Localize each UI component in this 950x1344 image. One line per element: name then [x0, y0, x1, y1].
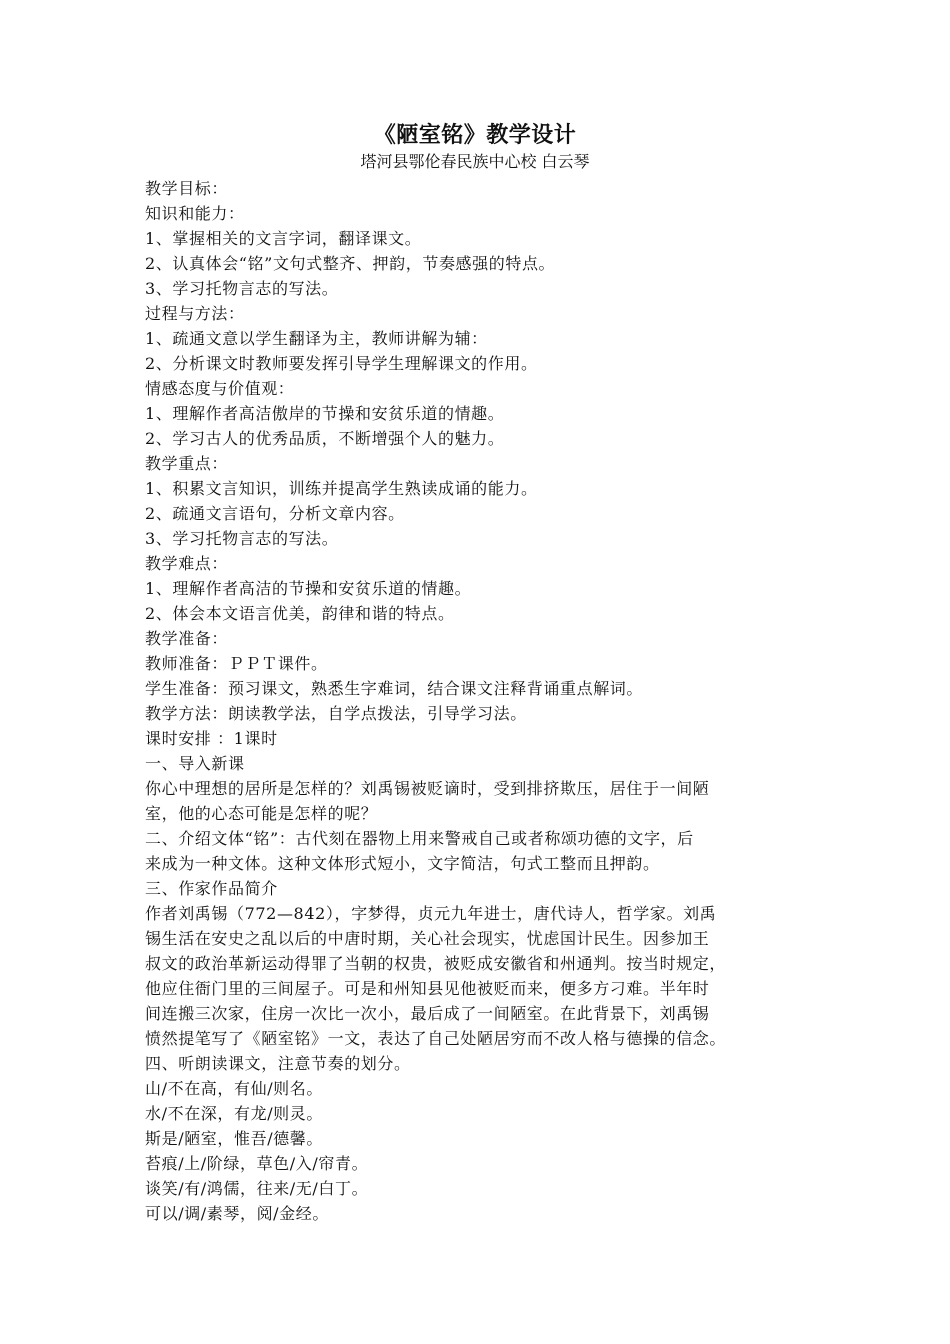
text-line: 教学难点： — [145, 554, 229, 573]
text-line: 二、介绍文体“铭”：古代刻在器物上用来警戒自己或者称颂功德的文字，后 — [145, 829, 694, 848]
text-line: 作者刘禹锡（772—842），字梦得，贞元九年进士，唐代诗人，哲学家。刘禹 — [145, 904, 717, 923]
text-line: 三、作家作品简介 — [145, 879, 278, 898]
text-line: 教学重点： — [145, 454, 229, 473]
text-line: 1、疏通文意以学生翻译为主，教师讲解为辅： — [145, 329, 488, 348]
text-line: 2、体会本文语言优美，韵律和谐的特点。 — [145, 604, 455, 623]
text-line: 3、学习托物言志的写法。 — [145, 279, 339, 298]
text-line: 课时安排 ：1课时 — [145, 729, 278, 748]
document-title: 《陋室铭》教学设计 — [373, 122, 577, 148]
text-line: 3、学习托物言志的写法。 — [145, 529, 339, 548]
text-line: 四、听朗读课文，注意节奏的划分。 — [145, 1054, 411, 1073]
text-line: 锡生活在安史之乱以后的中唐时期，关心社会现实，忧虑国计民生。因参加王 — [145, 929, 710, 948]
text-line: 谈笑/有/鸿儒，往来/无/白丁。 — [145, 1179, 369, 1198]
text-line: 水/不在深，有龙/则灵。 — [145, 1104, 323, 1123]
text-line: 知识和能力： — [145, 204, 245, 223]
text-line: 教师准备：ＰＰＴ课件。 — [145, 654, 328, 673]
text-line: 教学方法：朗读教学法，自学点拨法，引导学习法。 — [145, 704, 527, 723]
text-line: 2、分析课文时教师要发挥引导学生理解课文的作用。 — [145, 354, 538, 373]
text-line: 教学目标： — [145, 179, 229, 198]
text-line: 他应住衙门里的三间屋子。可是和州知县见他被贬而来，便多方刁难。半年时 — [145, 979, 710, 998]
text-line: 愤然提笔写了《陋室铭》一文，表达了自己处陋居穷而不改人格与德操的信念。 — [145, 1029, 727, 1048]
text-line: 情感态度与价值观： — [145, 379, 295, 398]
text-line: 过程与方法： — [145, 304, 245, 323]
text-line: 间连搬三次家，住房一次比一次小，最后成了一间陋室。在此背景下，刘禹锡 — [145, 1004, 710, 1023]
document-body — [145, 176, 815, 1226]
text-line: 1、掌握相关的文言字词，翻译课文。 — [145, 229, 422, 248]
text-line: 山/不在高，有仙/则名。 — [145, 1079, 323, 1098]
text-line: 学生准备：预习课文，熟悉生字难词，结合课文注释背诵重点解词。 — [145, 679, 644, 698]
text-line: 一、导入新课 — [145, 754, 245, 773]
text-line: 1、积累文言知识，训练并提高学生熟读成诵的能力。 — [145, 479, 538, 498]
text-line: 1、理解作者高洁傲岸的节操和安贫乐道的情趣。 — [145, 404, 505, 423]
text-line: 室，他的心态可能是怎样的呢？ — [145, 804, 378, 823]
text-line: 叔文的政治革新运动得罪了当朝的权贵，被贬成安徽省和州通判。按当时规定， — [145, 954, 727, 973]
text-line: 可以/调/素琴，阅/金经。 — [145, 1204, 329, 1223]
document-author: 塔河县鄂伦春民族中心校 白云琴 — [360, 152, 590, 171]
text-line: 你心中理想的居所是怎样的？刘禹锡被贬谪时，受到排挤欺压，居住于一间陋 — [145, 779, 710, 798]
text-line: 来成为一种文体。这种文体形式短小，文字简洁，句式工整而且押韵。 — [145, 854, 660, 873]
text-line: 2、疏通文言语句，分析文章内容。 — [145, 504, 405, 523]
text-line: 苔痕/上/阶绿，草色/入/帘青。 — [145, 1154, 369, 1173]
text-line: 2、认真体会“铭”文句式整齐、押韵，节奏感强的特点。 — [145, 254, 556, 273]
text-line: 教学准备： — [145, 629, 229, 648]
text-line: 2、学习古人的优秀品质，不断增强个人的魅力。 — [145, 429, 505, 448]
text-line: 斯是/陋室，惟吾/德馨。 — [145, 1129, 323, 1148]
text-line: 1、理解作者高洁的节操和安贫乐道的情趣。 — [145, 579, 472, 598]
